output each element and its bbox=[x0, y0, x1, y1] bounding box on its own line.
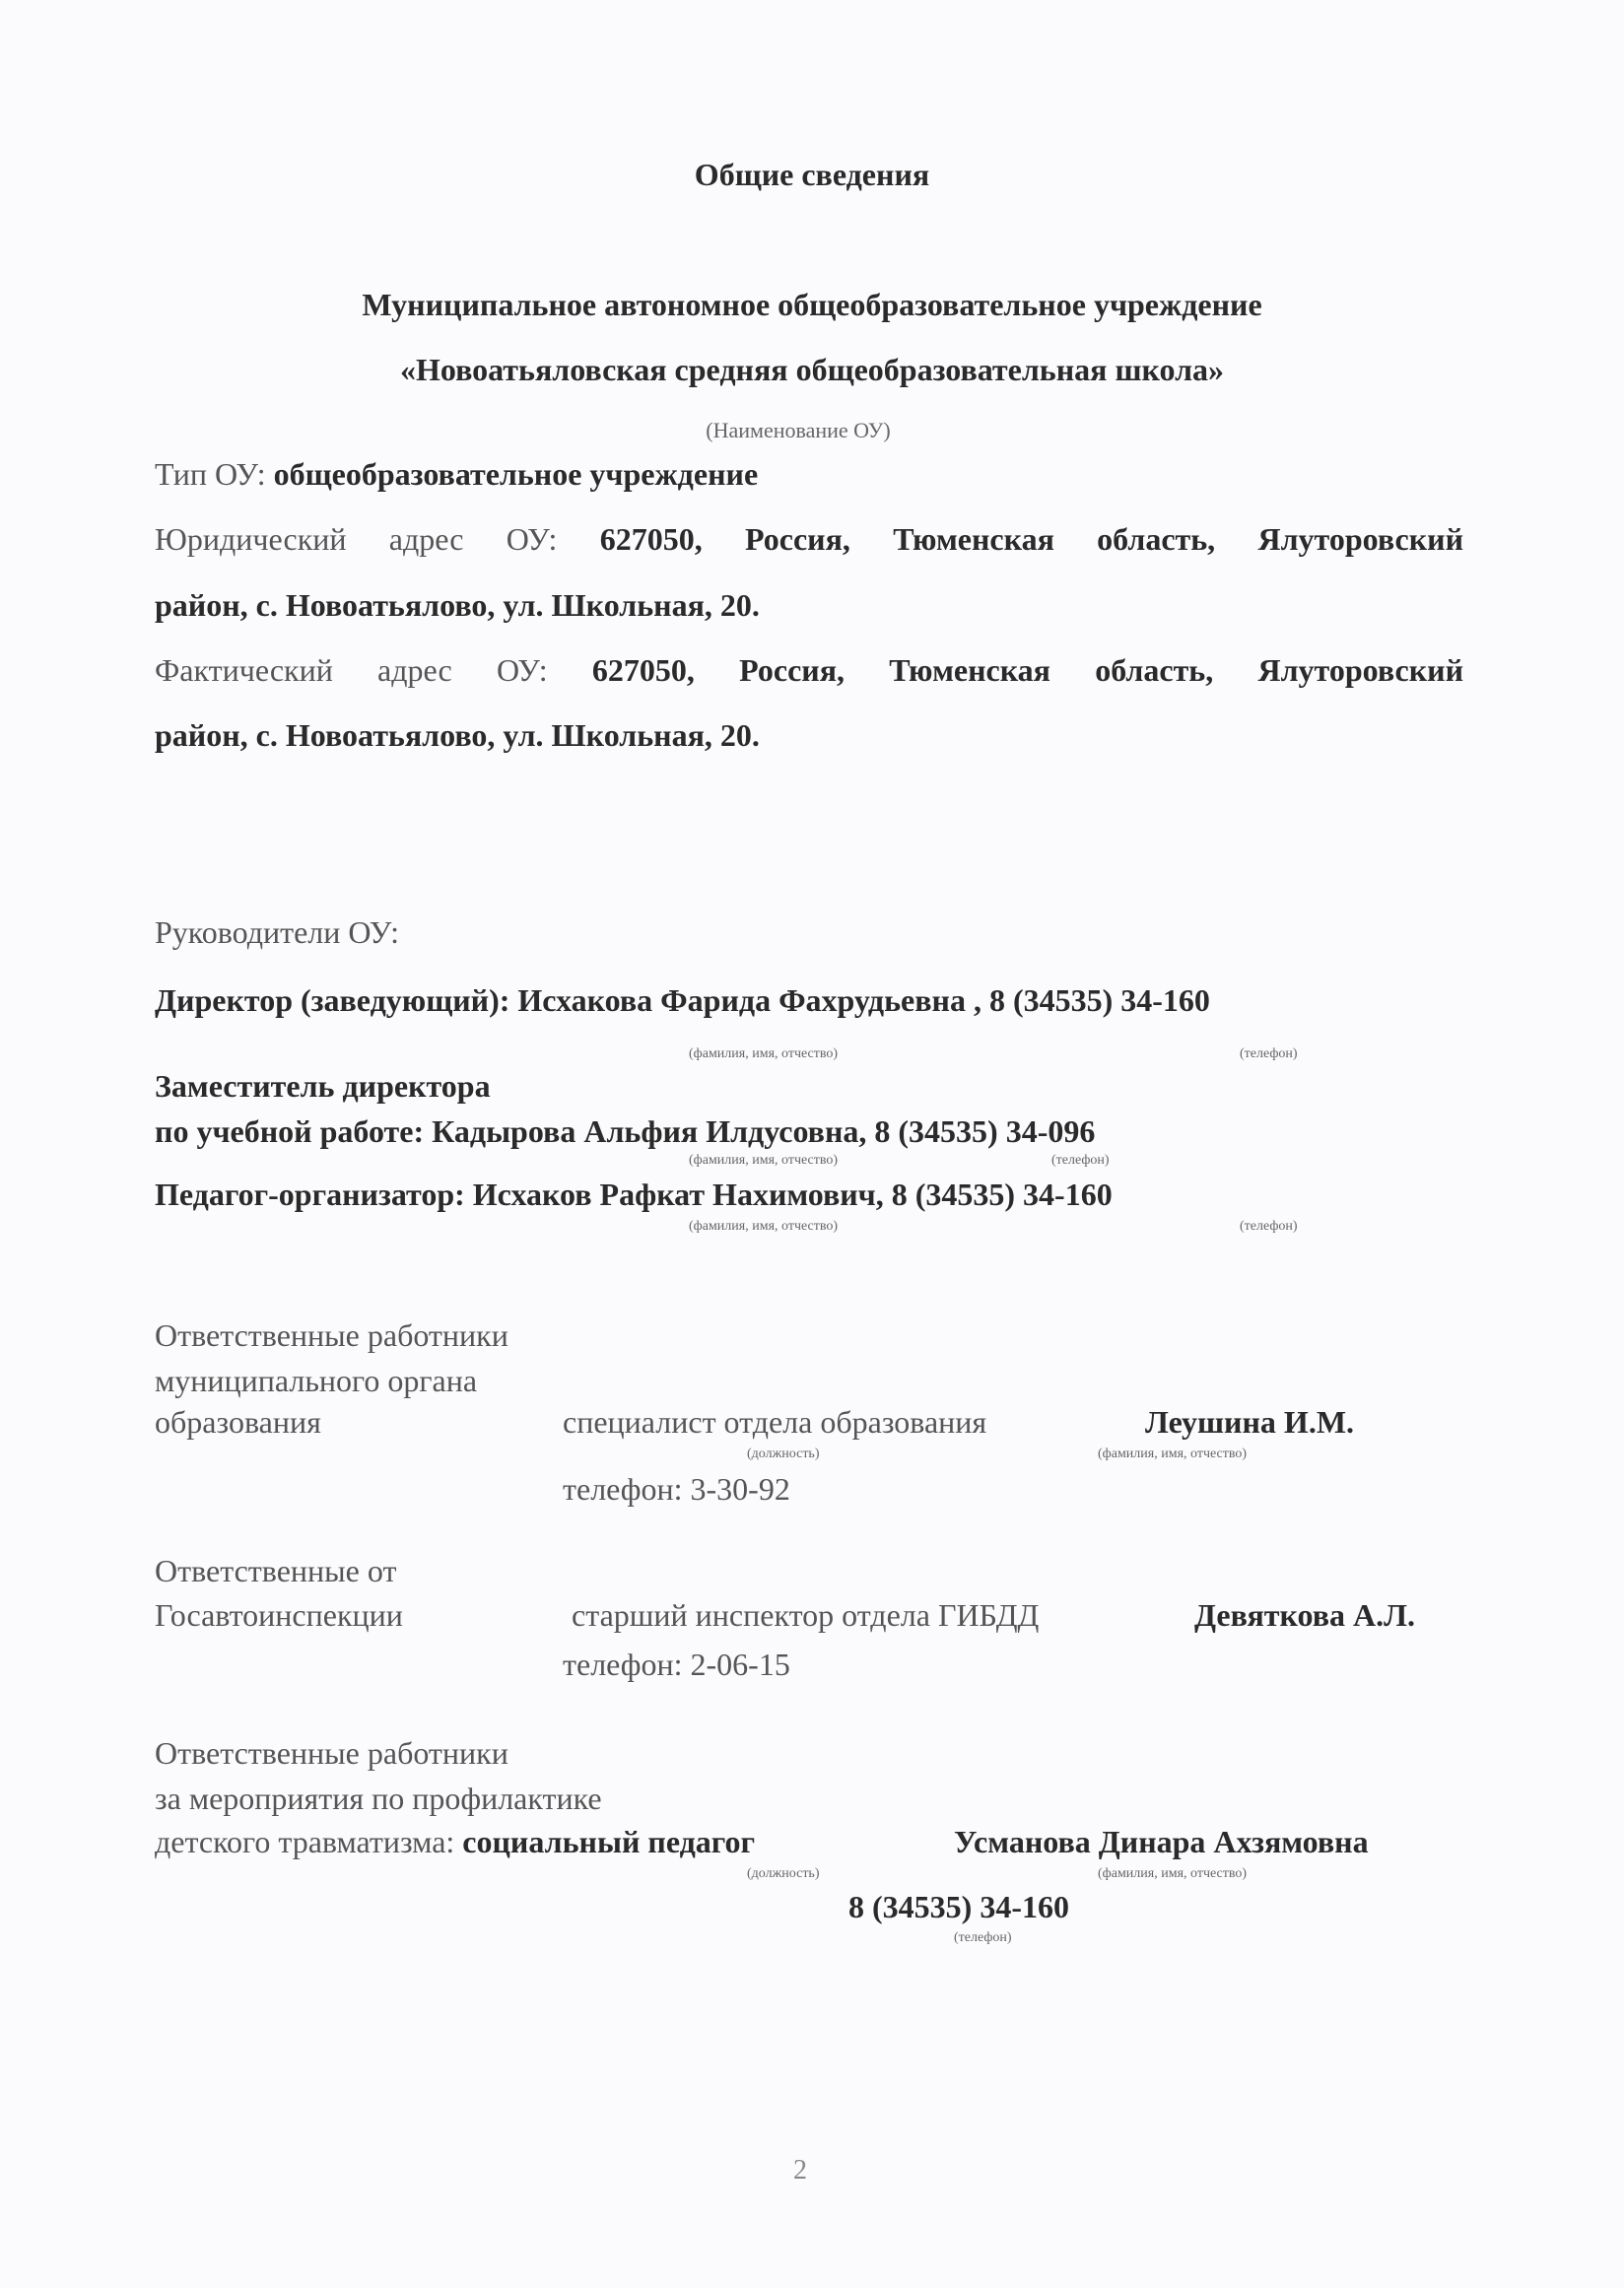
injury-position: социальный педагог bbox=[462, 1824, 756, 1859]
legal-address-line-1 bbox=[155, 521, 1463, 557]
deputy-phone-caption: (телефон) bbox=[1051, 1153, 1110, 1168]
actual-address-line-2: район, с. Новоатьялово, ул. Школьная, 20. bbox=[155, 717, 760, 753]
gibdd-phone: телефон: 2-06-15 bbox=[563, 1647, 790, 1682]
injury-label-3: детского травматизма: bbox=[155, 1824, 455, 1859]
type-label: Тип ОУ: bbox=[155, 456, 266, 492]
deputy-line-2: по учебной работе: Кадырова Альфия Илдусовна, 8 (34535) 34-096 bbox=[155, 1113, 1096, 1149]
injury-fio-caption: (фамилия, имя, отчество) bbox=[1098, 1866, 1248, 1881]
injury-phone: 8 (34535) 34-160 bbox=[848, 1889, 1069, 1924]
actual-address-label: Фактический адрес ОУ: bbox=[155, 652, 548, 688]
institution-line-2: «Новоатьяловская средняя общеобразовательная школа» bbox=[399, 352, 1225, 387]
institution-line-1: Муниципальное автономное общеобразовательное учреждение bbox=[362, 287, 1262, 322]
deputy-line-1: Заместитель директора bbox=[155, 1068, 491, 1104]
injury-label-1: Ответственные работники bbox=[155, 1735, 508, 1771]
legal-address-value: 627050, Россия, Тюменская область, Ялуторовский bbox=[599, 521, 1464, 557]
actual-address-line-1 bbox=[155, 652, 1463, 688]
director-phone-caption: (телефон) bbox=[1240, 1046, 1298, 1061]
organizer-phone-caption: (телефон) bbox=[1240, 1219, 1298, 1234]
page-heading: Общие сведения bbox=[694, 157, 930, 192]
actual-address-value: 627050, Россия, Тюменская область, Ялуторовский bbox=[591, 652, 1464, 688]
municipal-label-3: образования bbox=[155, 1404, 321, 1440]
municipal-position-caption: (должность) bbox=[747, 1447, 820, 1461]
type-value: общеобразовательное учреждение bbox=[273, 456, 759, 492]
leaders-heading: Руководители ОУ: bbox=[155, 914, 400, 950]
gibdd-label-1: Ответственные от bbox=[155, 1553, 397, 1588]
gibdd-position: старший инспектор отдела ГИБДД bbox=[572, 1597, 1040, 1633]
municipal-name: Леушина И.М. bbox=[1145, 1404, 1355, 1440]
municipal-fio-caption: (фамилия, имя, отчество) bbox=[1098, 1447, 1248, 1461]
legal-address-label: Юридический адрес ОУ: bbox=[155, 521, 558, 557]
municipal-phone: телефон: 3-30-92 bbox=[563, 1471, 790, 1507]
injury-position-caption: (должность) bbox=[747, 1866, 820, 1881]
director-line: Директор (заведующий): Исхакова Фарида Фахрудьевна , 8 (34535) 34-160 bbox=[155, 982, 1210, 1018]
institution-caption: (Наименование ОУ) bbox=[706, 418, 891, 442]
municipal-position: специалист отдела образования bbox=[563, 1404, 987, 1440]
type-row bbox=[155, 456, 758, 492]
legal-address-line-2: район, с. Новоатьялово, ул. Школьная, 20. bbox=[155, 587, 760, 623]
deputy-fio-caption: (фамилия, имя, отчество) bbox=[689, 1153, 839, 1168]
injury-label-2: за мероприятия по профилактике bbox=[155, 1781, 602, 1816]
gibdd-label-2: Госавтоинспекции bbox=[155, 1597, 403, 1633]
injury-label-row bbox=[155, 1824, 755, 1859]
page-number: 2 bbox=[793, 2155, 807, 2186]
gibdd-name: Девяткова А.Л. bbox=[1194, 1597, 1415, 1633]
organizer-fio-caption: (фамилия, имя, отчество) bbox=[689, 1219, 839, 1234]
organizer-line: Педагог-организатор: Исхаков Рафкат Нахимович, 8 (34535) 34-160 bbox=[155, 1177, 1113, 1212]
municipal-label-1: Ответственные работники bbox=[155, 1317, 508, 1353]
injury-name: Усманова Динара Ахзямовна bbox=[954, 1824, 1369, 1859]
municipal-label-2: муниципального органа bbox=[155, 1363, 478, 1398]
director-fio-caption: (фамилия, имя, отчество) bbox=[689, 1046, 839, 1061]
injury-phone-caption: (телефон) bbox=[954, 1930, 1012, 1945]
